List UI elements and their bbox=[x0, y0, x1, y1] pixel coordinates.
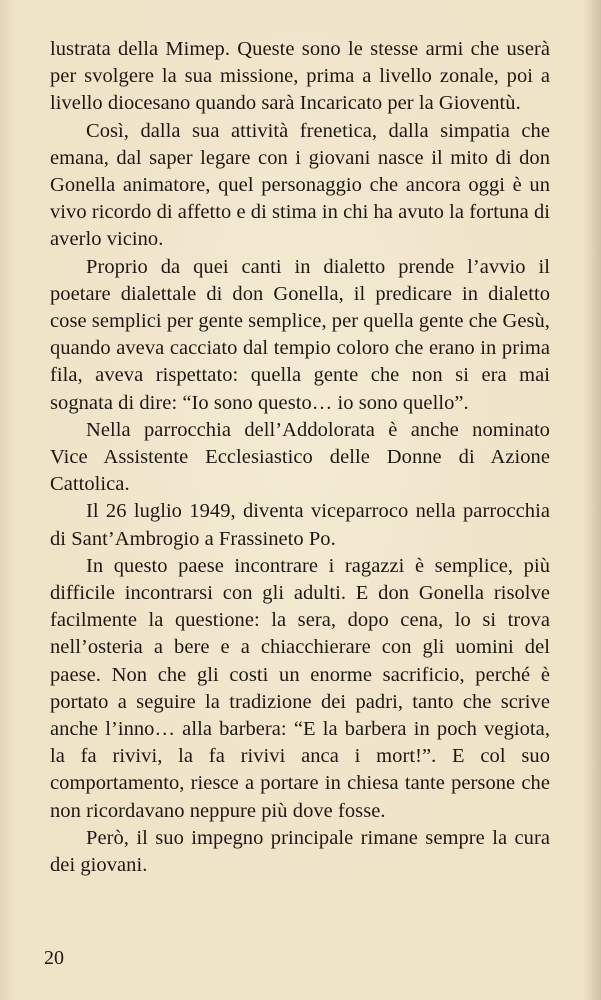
paragraph-4: Nella parrocchia dell’Addolorata è anche nominato Vice Assistente Ecclesiastico delle Donne di Azione Cattolica. bbox=[50, 418, 550, 496]
paragraph-6: In questo paese incontrare i ragazzi è semplice, più difficile incontrarsi con gli adulti. E don Gonella risolve facilmente la questione: la sera, dopo cena, lo si trova nell’osteria a bere e a chiacchierare con gli uomini del paese. Non che gli costi un enorme sacrificio, perché è portato a seguire la tradizione dei padri, tanto che scrive anche l’inno… alla barbera: “E la barbera in poch vegiota, la fa rivivi, la fa rivivi anca i mort!”. E col suo comportamento, riesce a portare in chiesa tante persone che non ricordavano neppure più dove fosse. bbox=[50, 554, 550, 822]
paragraph-7: Però, il suo impegno principale rimane sempre la cura dei giovani. bbox=[50, 826, 550, 877]
paragraph-2: Così, dalla sua attività frenetica, dalla simpatia che emana, dal saper legare con i giovani nasce il mito di don Gonella animatore, quel personaggio che ancora oggi è un vivo ricordo di affetto e di stima in chi ha avuto la fortuna di averlo vicino. bbox=[50, 119, 550, 251]
paragraph-1: lustrata della Mimep. Queste sono le stesse armi che userà per svolgere la sua missione, prima a livello zonale, poi a livello diocesano quando sarà Incaricato per la Gioventù. bbox=[50, 38, 550, 115]
body-text bbox=[50, 36, 550, 879]
paragraph-5: Il 26 luglio 1949, diventa viceparroco nella parrocchia di Sant’Ambrogio a Frassineto Po. bbox=[50, 500, 550, 550]
paragraph-3: Proprio da quei canti in dialetto prende l’avvio il poetare dialettale di don Gonella, il predicare in dialetto cose semplici per gente semplice, per quella gente che Gesù, quando aveva cacciato dal tempio coloro che erano in prima fila, aveva rispettato: quella gente che non si era mai sognata di dire: “Io sono questo… io sono quello”. bbox=[50, 255, 550, 414]
page-number: 20 bbox=[44, 947, 64, 969]
